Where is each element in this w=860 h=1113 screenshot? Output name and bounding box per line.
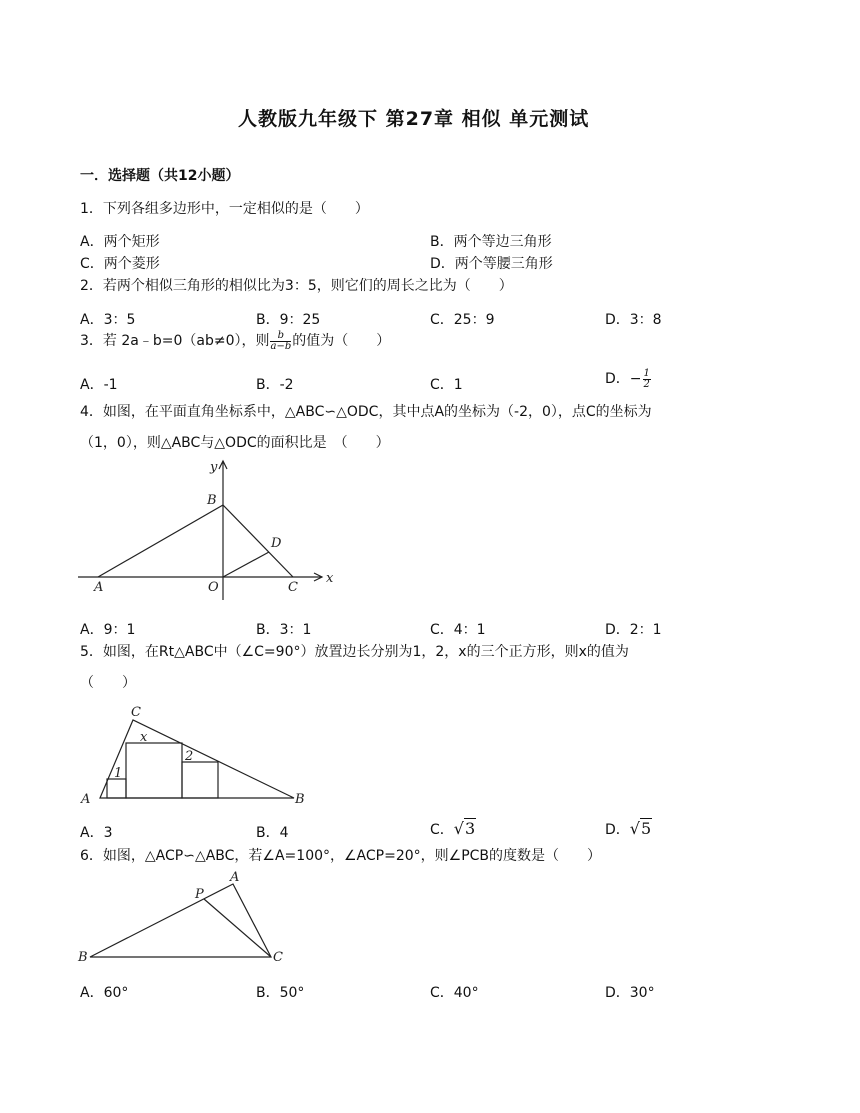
q3-stem-prefix: 3．若 2a﹣b=0（ab≠0），则 — [80, 333, 270, 349]
q5-option-c-radicand: 3 — [464, 819, 476, 838]
q6-segment-pc — [204, 899, 271, 957]
q4-label-c: C — [288, 580, 298, 595]
q3-stem-suffix: 的值为（ ） — [292, 333, 391, 349]
q1-option-a: A．两个矩形 — [80, 234, 160, 250]
q5-triangle-abc — [100, 720, 294, 798]
q5-label-1: 1 — [114, 766, 123, 781]
q3-option-b: B．-2 — [256, 377, 294, 393]
q5-option-a: A．3 — [80, 825, 113, 841]
q4-segment-od — [223, 552, 269, 577]
q6-label-p: P — [195, 887, 204, 902]
q6-option-a: A．60° — [80, 985, 129, 1001]
q4-option-b: B．3：1 — [256, 622, 312, 638]
q1-option-d: D．两个等腰三角形 — [430, 256, 553, 272]
q3-option-c: C．1 — [430, 377, 463, 393]
q3-fraction — [270, 331, 291, 352]
q5-option-b: B．4 — [256, 825, 289, 841]
q5-option-c-sqrt: √3 — [453, 819, 476, 838]
question-3-stem — [80, 330, 390, 352]
q5-option-c — [430, 819, 476, 839]
q4-segment-bc — [223, 505, 293, 577]
q4-label-y: y — [210, 460, 218, 475]
q6-label-b: B — [78, 950, 88, 965]
page-title: 人教版九年级下 第27章 相似 单元测试 — [238, 108, 590, 130]
q3-option-a: A．-1 — [80, 377, 118, 393]
q2-option-d: D．3：8 — [605, 312, 662, 328]
q6-triangle-abc — [90, 884, 271, 957]
q5-label-2: 2 — [185, 749, 194, 764]
question-6-stem: 6．如图，△ACP∽△ABC，若∠A=100°，∠ACP=20°，则∠PCB的度数是（ ） — [80, 848, 602, 864]
q5-option-c-label: C． — [430, 822, 454, 838]
q4-option-a: A．9：1 — [80, 622, 136, 638]
q4-option-c: C．4：1 — [430, 622, 486, 638]
q1-option-c: C．两个菱形 — [80, 256, 160, 272]
q3-option-d-denominator: 2 — [643, 378, 650, 390]
q4-label-o: O — [208, 580, 219, 595]
q3-option-d-numerator: 1 — [643, 367, 650, 379]
question-2-stem: 2．若两个相似三角形的相似比为3：5，则它们的周长之比为（ ） — [80, 278, 513, 294]
q5-option-d-radicand: 5 — [640, 819, 652, 838]
q5-option-d-sqrt: √5 — [629, 819, 652, 838]
q2-option-b: B．9：25 — [256, 312, 321, 328]
q6-option-b: B．50° — [256, 985, 305, 1001]
q3-fraction-denominator: a−b — [270, 340, 292, 352]
question-1-stem: 1．下列各组多边形中，一定相似的是（ ） — [80, 201, 369, 217]
q2-option-a: A．3：5 — [80, 312, 136, 328]
q4-figure — [70, 455, 350, 605]
q3-option-d-label: D．− — [605, 371, 642, 387]
q1-option-b: B．两个等边三角形 — [430, 234, 552, 250]
q4-label-x: x — [326, 571, 334, 586]
q5-label-a: A — [81, 792, 91, 807]
q5-square-x — [126, 743, 182, 798]
q2-option-c: C．25：9 — [430, 312, 495, 328]
q4-segment-ab — [98, 505, 223, 577]
q5-option-d — [605, 819, 652, 839]
q5-label-x: x — [140, 730, 148, 745]
q6-label-a: A — [230, 870, 240, 885]
section-heading: 一．选择题（共12小题） — [80, 168, 240, 184]
q5-square-1 — [107, 779, 126, 798]
q6-label-c: C — [273, 950, 283, 965]
q5-square-2 — [182, 762, 218, 798]
q5-option-d-label: D． — [605, 822, 630, 838]
q5-figure — [76, 700, 316, 815]
question-5-stem-line1: 5．如图，在Rt△ABC中（∠C=90°）放置边长分别为1，2，x的三个正方形，则x的值为 — [80, 644, 629, 660]
q3-option-d-fraction — [643, 369, 651, 390]
q4-option-d: D．2：1 — [605, 622, 662, 638]
q6-figure — [74, 868, 294, 968]
q5-label-b: B — [295, 792, 305, 807]
q4-label-a: A — [94, 580, 104, 595]
q6-option-d: D．30° — [605, 985, 655, 1001]
question-4-stem-line1: 4．如图，在平面直角坐标系中，△ABC∽△ODC，其中点A的坐标为（-2，0），点C的坐标为 — [80, 404, 652, 420]
q4-label-d: D — [271, 536, 282, 551]
q4-label-b: B — [207, 493, 217, 508]
question-4-stem-line2: （1，0），则△ABC与△ODC的面积比是 （ ） — [80, 435, 390, 451]
question-5-stem-line2: （ ） — [80, 675, 136, 691]
q3-fraction-numerator: b — [270, 331, 291, 342]
q6-option-c: C．40° — [430, 985, 479, 1001]
q3-option-d — [605, 368, 652, 390]
q5-label-c: C — [131, 705, 141, 720]
